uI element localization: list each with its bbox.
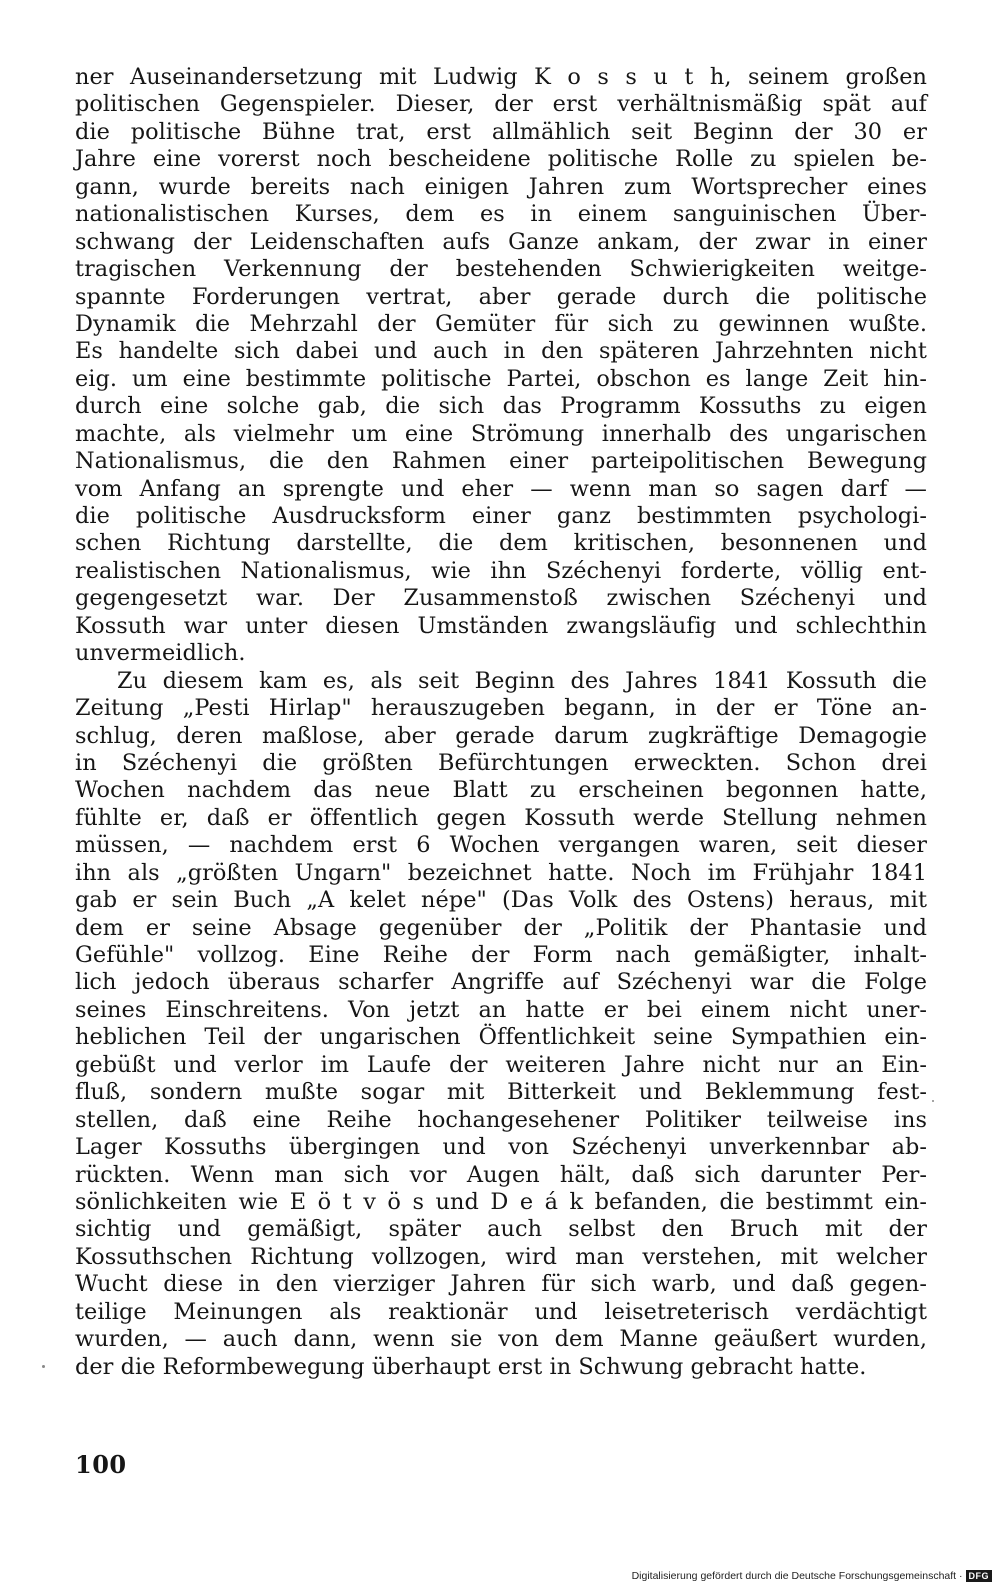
text-line: gegengesetzt war. Der Zusammenstoß zwischen Széchenyi und <box>75 585 927 612</box>
text-line: Gefühle" vollzog. Eine Reihe der Form nach gemäßigter, inhalt- <box>75 942 927 968</box>
text-line: die politische Ausdrucksform einer ganz bestimmten psychologi- <box>75 503 927 529</box>
text-line: politischen Gegenspieler. Dieser, der erst verhältnismäßig spät auf <box>75 91 927 118</box>
text-line: Nationalismus, die den Rahmen einer parteipolitischen Bewegung <box>75 448 927 475</box>
text-line: ner Auseinandersetzung mit Ludwig K o s s u t h, seinem großen <box>75 64 927 90</box>
text-line: tragischen Verkennung der bestehenden Schwierigkeiten weitge- <box>75 256 927 283</box>
text-line: Jahre eine vorerst noch bescheidene politische Rolle zu spielen be- <box>75 146 927 173</box>
text-line: rückten. Wenn man sich vor Augen hält, daß sich darunter Per- <box>75 1161 927 1188</box>
text-line: sichtig und gemäßigt, später auch selbst den Bruch mit der <box>75 1216 927 1243</box>
text-line: Kossuthschen Richtung vollzogen, wird man verstehen, mit welcher <box>75 1243 927 1270</box>
text-line: schlug, deren maßlose, aber gerade darum zugkräftige Demagogie <box>75 722 927 749</box>
text-line: die politische Bühne trat, erst allmählich seit Beginn der 30 er <box>75 118 927 145</box>
text-line: vom Anfang an sprengte und eher — wenn man so sagen darf — <box>75 475 927 502</box>
dfg-logo: DFG <box>966 1570 993 1582</box>
text-line: machte, als vielmehr um eine Strömung innerhalb des ungarischen <box>75 420 927 447</box>
text-line: fühlte er, daß er öffentlich gegen Kossuth werde Stellung nehmen <box>75 804 927 831</box>
text-line: dem er seine Absage gegenüber der „Politik der Phantasie und <box>75 914 927 941</box>
text-line: Es handelte sich dabei und auch in den späteren Jahrzehnten nicht <box>75 338 927 365</box>
body-text <box>75 64 927 1381</box>
text-line: durch eine solche gab, die sich das Programm Kossuths zu eigen <box>75 393 927 420</box>
text-line: Dynamik die Mehrzahl der Gemüter für sich zu gewinnen wußte. <box>75 310 927 337</box>
text-line: schwang der Leidenschaften aufs Ganze ankam, der zwar in einer <box>75 228 927 255</box>
text-line: seines Einschreitens. Von jetzt an hatte er bei einem nicht uner- <box>75 996 927 1023</box>
page-number: 100 <box>75 1450 127 1479</box>
text-line: müssen, — nachdem erst 6 Wochen vergangen waren, seit dieser <box>75 832 927 859</box>
text-line: nationalistischen Kurses, dem es in einem sanguinischen Über- <box>75 201 927 228</box>
text-line: gebüßt und verlor im Laufe der weiteren Jahre nicht nur an Ein- <box>75 1051 927 1078</box>
footer-text: Digitalisierung gefördert durch die Deutsche Forschungsgemeinschaft · <box>631 1570 963 1582</box>
text-line: sönlichkeiten wie E ö t v ö s und D e á k befanden, die bestimmt ein- <box>75 1188 927 1215</box>
text-line: unvermeidlich. <box>75 640 246 667</box>
text-line: gann, wurde bereits nach einigen Jahren zum Wortsprecher eines <box>75 173 927 200</box>
digitization-footer <box>632 1570 992 1582</box>
text-line: stellen, daß eine Reihe hochangesehener Politiker teilweise ins <box>75 1106 927 1133</box>
text-line: gab er sein Buch „A kelet népe" (Das Volk des Ostens) heraus, mit <box>75 887 927 914</box>
paragraph-start-line: Zu diesem kam es, als seit Beginn des Jahres 1841 Kossuth die <box>117 667 927 694</box>
text-line: Lager Kossuths übergingen und von Széchenyi unverkennbar ab- <box>75 1134 927 1161</box>
text-line: realistischen Nationalismus, wie ihn Széchenyi forderte, völlig ent- <box>75 557 927 584</box>
text-line: Kossuth war unter diesen Umständen zwangsläufig und schlechthin <box>75 612 927 639</box>
text-line: in Széchenyi die größten Befürchtungen erweckten. Schon drei <box>75 749 927 776</box>
text-line: teilige Meinungen als reaktionär und leisetreterisch verdächtigt <box>75 1298 927 1325</box>
text-line: Wochen nachdem das neue Blatt zu erscheinen begonnen hatte, <box>75 777 927 804</box>
text-line: Zeitung „Pesti Hirlap" herauszugeben begann, in der er Töne an- <box>75 695 927 722</box>
text-line: Wucht diese in den vierziger Jahren für sich warb, und daß gegen- <box>75 1271 927 1298</box>
text-line: lich jedoch überaus scharfer Angriffe auf Széchenyi war die Folge <box>75 969 927 996</box>
scan-speck <box>42 1365 45 1368</box>
text-line: heblichen Teil der ungarischen Öffentlichkeit seine Sympathien ein- <box>75 1024 927 1051</box>
scan-speck <box>932 1100 934 1102</box>
text-line: ihn als „größten Ungarn" bezeichnet hatte. Noch im Frühjahr 1841 <box>75 859 927 886</box>
text-line: schen Richtung darstellte, die dem kritischen, besonnenen und <box>75 530 927 557</box>
text-line: eig. um eine bestimmte politische Partei, obschon es lange Zeit hin- <box>75 365 927 392</box>
text-line: der die Reformbewegung überhaupt erst in Schwung gebracht hatte. <box>75 1353 867 1380</box>
text-line: wurden, — auch dann, wenn sie von dem Manne geäußert wurden, <box>75 1326 927 1353</box>
text-line: fluß, sondern mußte sogar mit Bitterkeit und Beklemmung fest- <box>75 1079 927 1106</box>
text-line: spannte Forderungen vertrat, aber gerade durch die politische <box>75 283 927 310</box>
